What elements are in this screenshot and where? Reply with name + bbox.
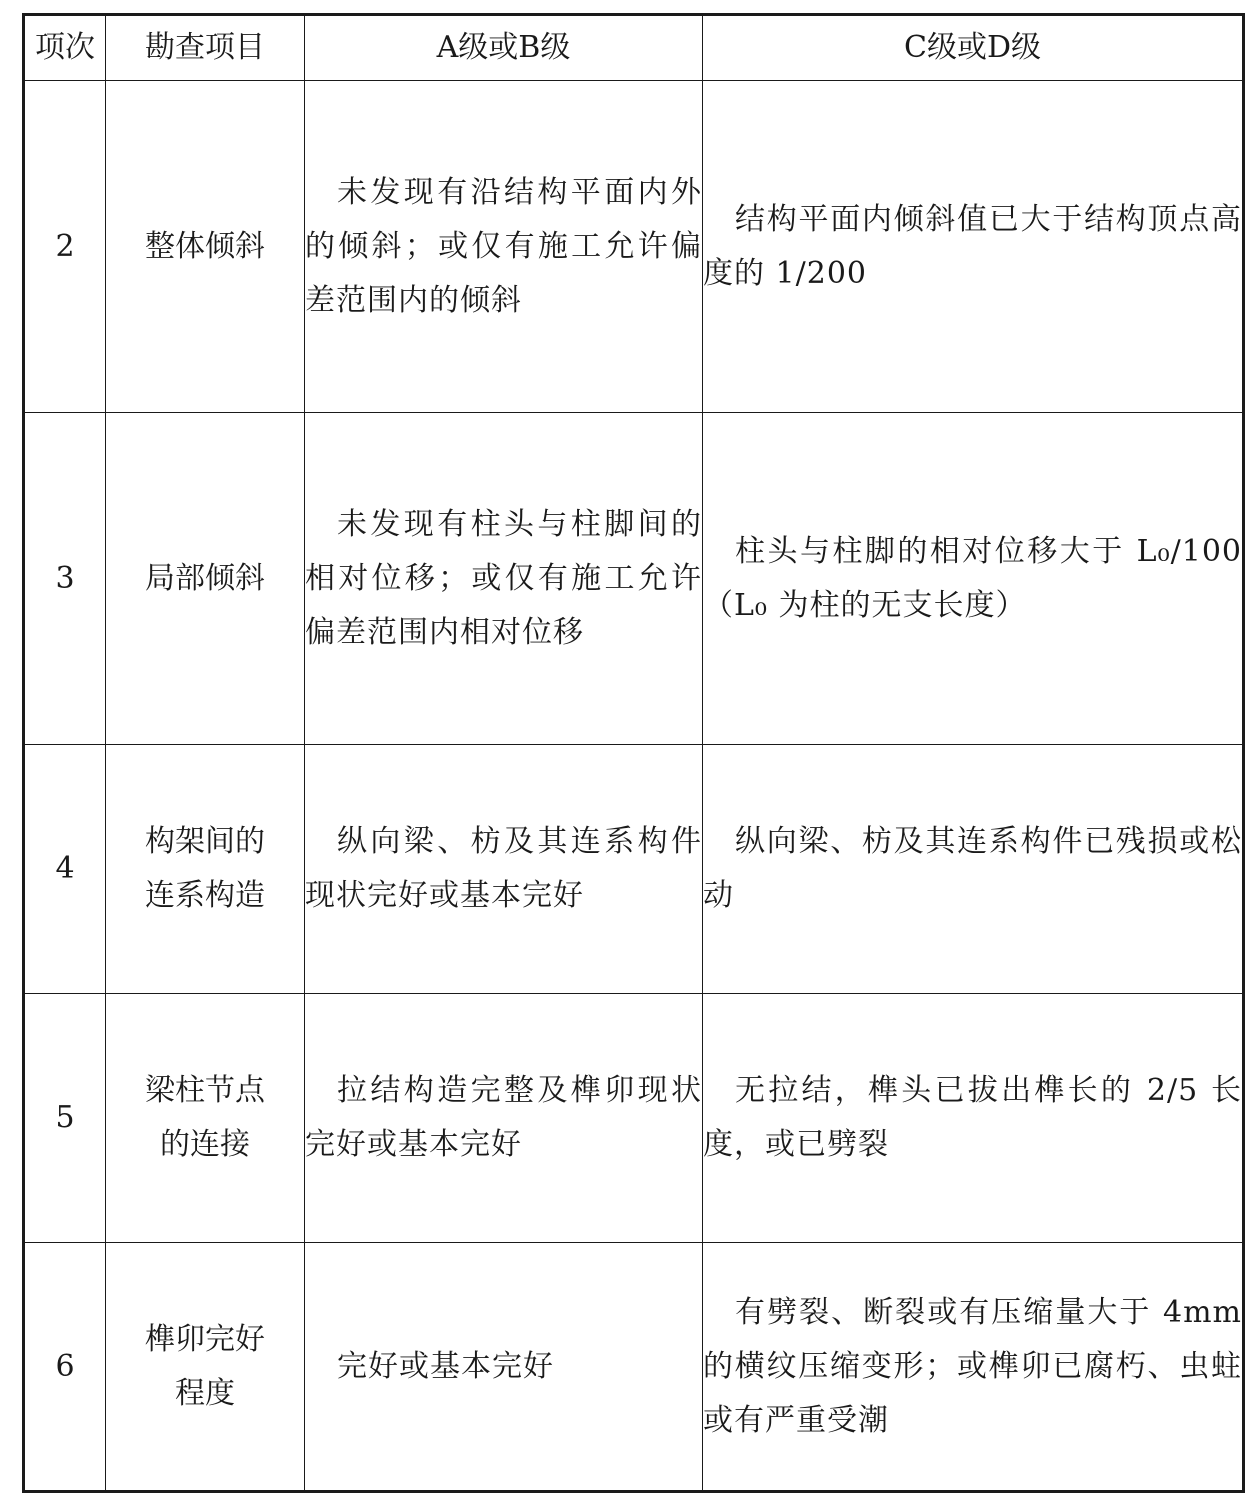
row-index: 2 — [24, 81, 106, 413]
table-header-row — [24, 15, 1244, 81]
row-grade-cd — [703, 81, 1244, 413]
header-item: 勘查项目 — [106, 15, 305, 81]
row-grade-cd-text: 纵向梁、枋及其连系构件已残损或松动 — [703, 824, 1242, 913]
header-grade-ab: A级或B级 — [305, 15, 703, 81]
header-index: 项次 — [24, 15, 106, 81]
table-row — [24, 1243, 1244, 1492]
survey-criteria-table — [22, 13, 1245, 1493]
row-grade-ab-text: 未发现有沿结构平面内外的倾斜；或仅有施工允许偏差范围内的倾斜 — [305, 174, 702, 318]
row-grade-ab — [305, 994, 703, 1243]
table-row — [24, 413, 1244, 745]
table-row — [24, 994, 1244, 1243]
row-grade-cd — [703, 413, 1244, 745]
row-grade-cd — [703, 745, 1244, 994]
row-item-line: 连系构造 — [145, 878, 265, 913]
row-item-line: 榫卯完好 — [145, 1321, 265, 1357]
row-grade-cd-text: 结构平面内倾斜值已大于结构顶点高度的 1/200 — [703, 201, 1242, 291]
row-grade-ab — [305, 745, 703, 994]
row-index: 4 — [24, 745, 106, 994]
row-grade-cd — [703, 994, 1244, 1243]
row-grade-ab — [305, 1243, 703, 1492]
row-grade-ab — [305, 81, 703, 413]
row-item-line: 局部倾斜 — [145, 560, 265, 596]
row-grade-cd-text: 柱头与柱脚的相对位移大于 L₀/100（L₀ 为柱的无支长度） — [703, 533, 1242, 623]
row-item — [106, 81, 305, 413]
row-grade-ab-text: 未发现有柱头与柱脚间的相对位移；或仅有施工允许偏差范围内相对位移 — [305, 506, 702, 650]
row-item-line: 构架间的 — [145, 824, 265, 859]
table-row — [24, 81, 1244, 413]
row-item — [106, 1243, 305, 1492]
row-grade-cd-text: 无拉结，榫头已拔出榫长的 2/5 长度，或已劈裂 — [703, 1073, 1242, 1162]
row-index: 5 — [24, 994, 106, 1243]
row-grade-cd-text: 有劈裂、断裂或有压缩量大于 4mm 的横纹压缩变形；或榫卯已腐朽、虫蛀或有严重受潮 — [703, 1294, 1242, 1438]
row-item — [106, 745, 305, 994]
row-grade-ab-text: 完好或基本完好 — [337, 1348, 554, 1384]
row-grade-cd — [703, 1243, 1244, 1492]
row-item-line: 梁柱节点 — [145, 1073, 265, 1108]
table-row — [24, 745, 1244, 994]
row-item-line: 程度 — [175, 1375, 235, 1411]
row-index: 6 — [24, 1243, 106, 1492]
row-grade-ab — [305, 413, 703, 745]
row-item — [106, 413, 305, 745]
row-grade-ab-text: 纵向梁、枋及其连系构件现状完好或基本完好 — [305, 824, 702, 913]
row-grade-ab-text: 拉结构造完整及榫卯现状完好或基本完好 — [305, 1073, 702, 1162]
row-item — [106, 994, 305, 1243]
row-index: 3 — [24, 413, 106, 745]
header-grade-cd: C级或D级 — [703, 15, 1244, 81]
row-item-line: 的连接 — [160, 1127, 250, 1162]
row-item-line: 整体倾斜 — [145, 228, 265, 264]
